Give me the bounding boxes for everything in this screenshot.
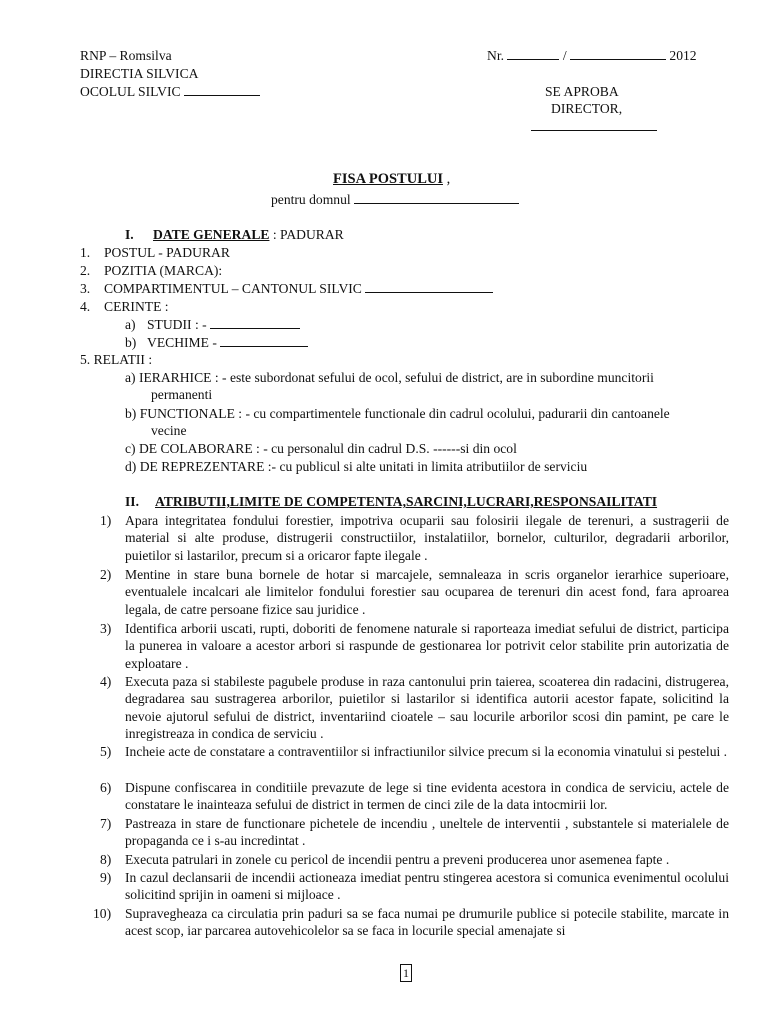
relatie-item: d) DE REPREZENTARE :- cu publicul si alte unitati in limita atributiilor de serviciu [125, 459, 588, 474]
approve-label: SE APROBA [545, 84, 619, 99]
list-item-number: 1) [100, 513, 112, 528]
list-item: 1. POSTUL - PADURAR [80, 245, 230, 260]
list-item-number: 6) [100, 780, 112, 795]
relatie-item: a) IERARHICE : - este subordonat sefului de ocol, sefului de district, are in subordine muncitorii [125, 370, 654, 385]
list-item: Identifica arborii uscati, rupti, doboriti de fenomene naturale si raporteaza imediat sefului de district, participa la punerea in valoare a acestor arbori si raspunde de gestionarea lor potrivit celor stabilite prin autorizatia de exploatare . [125, 621, 729, 671]
document-title: FISA POSTULUI , [333, 171, 451, 187]
list-item: Pastreaza in stare de functionare pichetele de incendiu , uneltele de interventii , substantele si materialele de propaganda ce i s-au incredintat . [125, 816, 729, 849]
list-item: Incheie acte de constatare a contraventiilor si infractiunilor silvice precum si la economia vinatului si pestelui . [125, 744, 728, 759]
canton-blank [365, 280, 493, 293]
director-signature-line [531, 118, 657, 135]
list-item-number: 3) [100, 621, 112, 636]
nr-blank-1 [507, 47, 559, 60]
relatie-item-continued: permanenti [151, 387, 213, 402]
relatii-label: 5. RELATII : [80, 352, 153, 367]
org-line-2: DIRECTIA SILVICA [80, 66, 199, 81]
list-item: Supravegheaza ca circulatia prin paduri sa se faca numai pe drumurile publice si potecile stabilite, marcate in acest scop, iar parcarea autovehicolelor sa se faca in locurile special amenajate si [125, 906, 729, 939]
list-item: Mentine in stare buna bornele de hotar si marcajele, semnaleaza in scris organelor ierarhice superioare, eventualele incalcari ale limitelor fondului forestier sau ocuparea de terenuri din acest fond, fara aproarea legala, de catre persoane fizice sau juridice . [125, 567, 729, 617]
list-item: In cazul declansarii de incendii actioneaza imediat pentru stingerea acestora si comunica evenimentul ocolului solicitind sprijin in oameni si mijloace . [125, 870, 729, 903]
list-item-number: 4) [100, 674, 112, 689]
list-item: 2. POZITIA (MARCA): [80, 263, 223, 278]
org-line-3: OCOLUL SILVIC [80, 83, 260, 100]
relatie-item-continued: vecine [151, 423, 187, 438]
nr-blank-2 [570, 47, 666, 60]
director-label: DIRECTOR, [551, 101, 623, 116]
vechime-blank [220, 334, 308, 347]
for-line: pentru domnul [271, 191, 519, 208]
list-item-number: 7) [100, 816, 112, 831]
cerinte-item: b) VECHIME - [125, 334, 308, 351]
page-number: 1 [400, 964, 412, 982]
cerinte-item: a) STUDII : - [125, 316, 300, 333]
list-item: 3. COMPARTIMENTUL – CANTONUL SILVIC [80, 280, 493, 297]
name-blank [354, 191, 519, 204]
relatie-item: c) DE COLABORARE : - cu personalul din cadrul D.S. ------si din ocol [125, 441, 517, 456]
list-item: Executa paza si stabileste pagubele produse in raza cantonului prin taierea, scoaterea din radacini, distrugerea, degradarea sau sustragerea arborilor, puietilor si lastarilor si identifica autorii acestor fapate, solicitind la nevoie ajutorul sefului de district, inventariind cioatele – sau locurile arborilor scosi din pamint, pe care le inregistreaza in condica de serviciu . [125, 674, 729, 741]
relatie-item: b) FUNCTIONALE : - cu compartimentele functionale din cadrul ocolului, padurarii din cantoanele [125, 406, 670, 421]
list-item-number: 10) [93, 906, 112, 921]
studii-blank [210, 316, 300, 329]
list-item-number: 5) [100, 744, 112, 759]
list-item-number: 2) [100, 567, 112, 582]
list-item-number: 9) [100, 870, 112, 885]
list-item: 4. CERINTE : [80, 299, 169, 314]
list-item: Dispune confiscarea in conditiile prevazute de lege si tine evidenta acestora in condica de serviciu, actele de constatare le inainteaza sefului de district in termen de cinci zile de la data intocmirii lor. [125, 780, 729, 813]
list-item: Apara integritatea fondului forestier, impotriva ocuparii sau folosirii ilegale de terenuri, a sustragerii de material si alte produse, distrugerii constructiilor, instalatiilor, bornelor, culturilor, degradarii arborilor, puietilor si lastarilor, precum si a oricaror fapte ilegale . [125, 513, 729, 563]
registration-number: Nr. / 2012 [487, 48, 697, 63]
list-item-number: 8) [100, 852, 112, 867]
list-item: Executa patrulari in zonele cu pericol de incendii pentru a preveni producerea unor asemenea fapte . [125, 852, 670, 867]
ocol-blank [184, 83, 260, 96]
org-line-1: RNP – Romsilva [80, 48, 172, 63]
section-1-heading: I. DATE GENERALE : PADURAR [125, 227, 344, 242]
section-2-heading: II. ATRIBUTII,LIMITE DE COMPETENTA,SARCINI,LUCRARI,RESPONSAILITATI [125, 494, 658, 509]
